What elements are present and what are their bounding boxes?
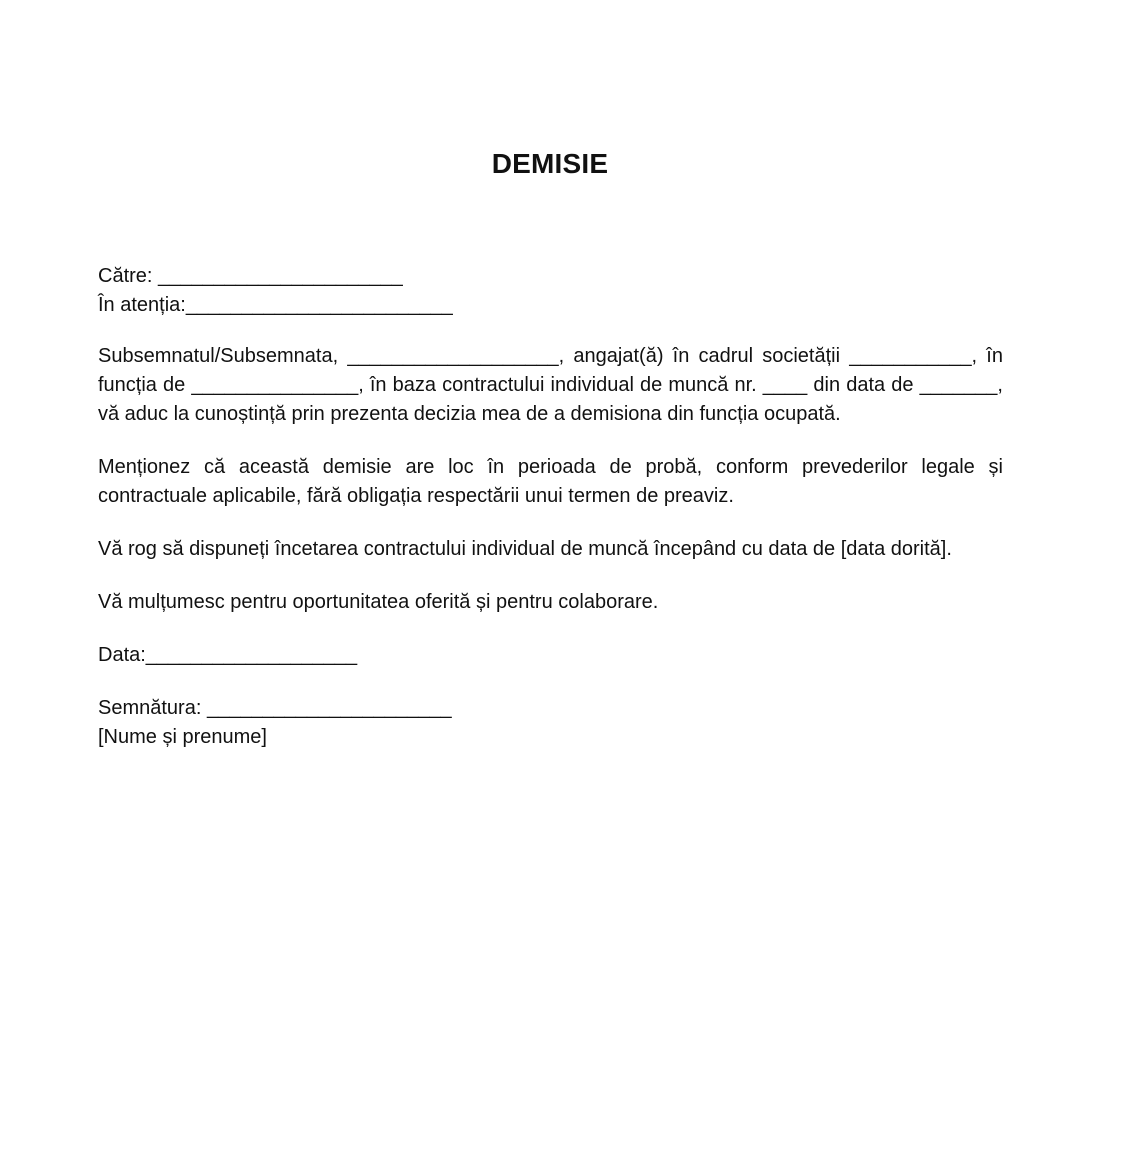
document-title: DEMISIE — [491, 148, 609, 179]
attention-line: În atenția:________________________ — [98, 294, 453, 316]
recipient-line: Către: ______________________ — [98, 265, 403, 287]
spacer — [98, 429, 1003, 453]
spacer — [98, 670, 1003, 694]
date-line: Data:___________________ — [98, 644, 358, 666]
spacer — [98, 617, 1003, 641]
paragraph-employee-info: Subsemnatul/Subsemnata, ___________________, angajat(ă) în cadrul societății ___________, în funcția de _______________, în baza contractului individual de muncă nr. ____ din data de _______, vă aduc la cunoștință prin prezenta decizia mea de a demisiona din funcția ocupată. — [98, 345, 1003, 425]
spacer — [98, 320, 1003, 342]
signature-line: Semnătura: ______________________ — [98, 697, 452, 719]
spacer — [98, 511, 1003, 535]
spacer — [98, 564, 1003, 588]
name-line: [Nume și prenume] — [98, 726, 267, 748]
paragraph-termination-request: Vă rog să dispuneți încetarea contractului individual de muncă începând cu data de [data dorită]. — [98, 538, 952, 560]
paragraph-probation: Menționez că această demisie are loc în perioada de probă, conform prevederilor legale și contractuale aplicabile, fără obligația respectării unui termen de preaviz. — [98, 456, 1003, 507]
document-body — [98, 262, 1003, 752]
paragraph-thanks: Vă mulțumesc pentru oportunitatea oferită și pentru colaborare. — [98, 591, 659, 613]
